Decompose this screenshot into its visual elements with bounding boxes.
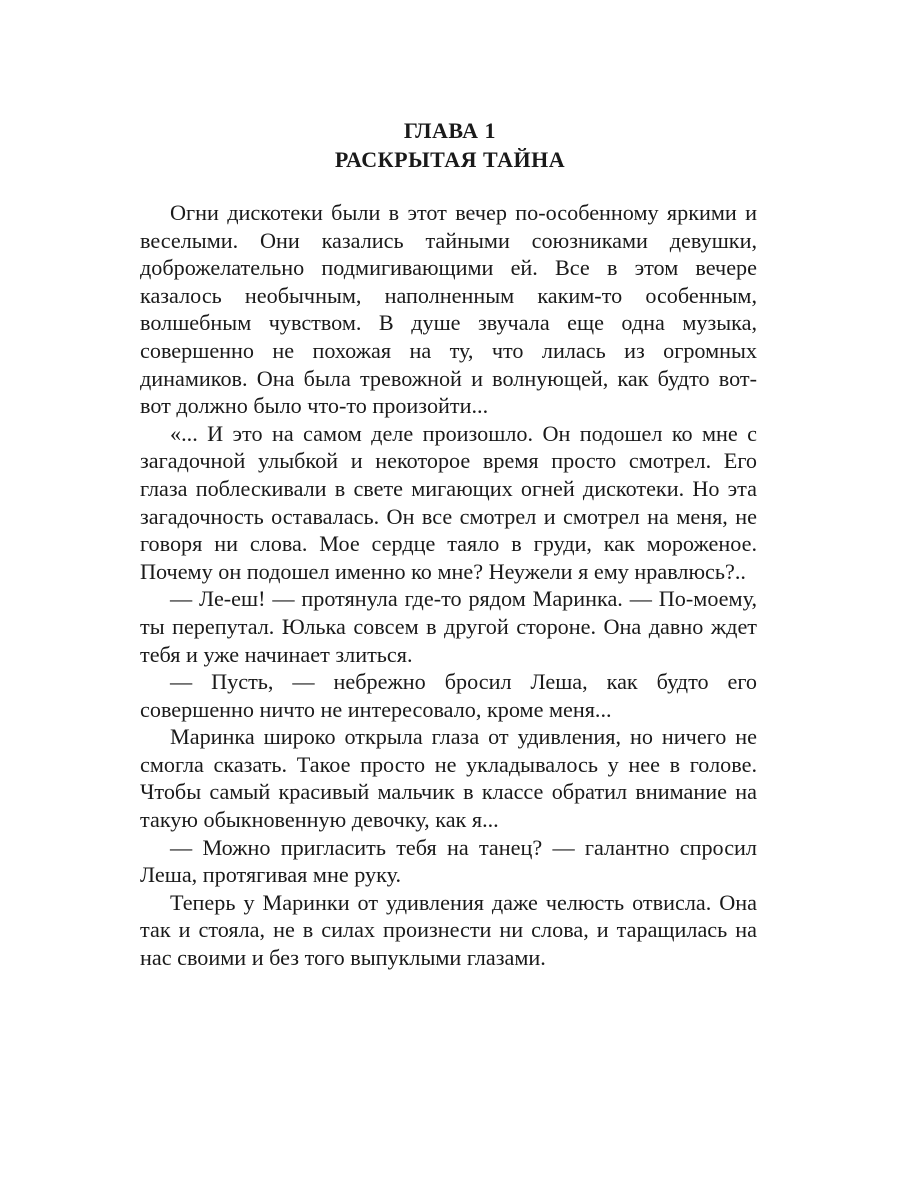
chapter-number: ГЛАВА 1 — [403, 118, 497, 143]
chapter-title: РАСКРЫТАЯ ТАЙНА — [334, 147, 566, 172]
chapter-text — [140, 199, 757, 972]
paragraph: Теперь у Маринки от удивления даже челюсть отвисла. Она так и стояла, не в силах произнести ни слова, и таращилась на нас своими и без того выпуклыми глазами. — [140, 889, 757, 971]
paragraph: — Ле-еш! — протянула где-то рядом Маринка. — По-моему, ты перепутал. Юлька совсем в другой стороне. Она давно ждет тебя и уже начинает злиться. — [140, 586, 757, 667]
paragraph: «... И это на самом деле произошло. Он подошел ко мне с загадочной улыбкой и некоторое время просто смотрел. Его глаза поблескивали в свете мигающих огней дискотеки. Но эта загадочность оставалась. Он все смотрел и смотрел на меня, не говоря ни слова. Мое сердце таяло в груди, как мороженое. Почему он подошел именно ко мне? Неужели я ему нравлюсь?.. — [140, 420, 757, 584]
paragraph: — Можно пригласить тебя на танец? — галантно спросил Леша, протягивая мне руку. — [140, 834, 757, 888]
paragraph: — Пусть, — небрежно бросил Леша, как будто его совершенно ничто не интересовало, кроме меня... — [140, 669, 757, 722]
paragraph: Огни дискотеки были в этот вечер по-особенному яркими и веселыми. Они казались тайными союзниками девушки, доброжелательно подмигивающими ей. Все в этом вечере казалось необычным, наполненным каким-то особенным, волшебным чувством. В душе звучала еще одна музыка, совершенно не похожая на ту, что лилась из огромных динамиков. Она была тревожной и волнующей, как будто вот-вот должно было что-то произойти... — [140, 200, 757, 419]
paragraph: Маринка широко открыла глаза от удивления, но ничего не смогла сказать. Такое просто не укладывалось у нее в голове. Чтобы самый красивый мальчик в классе обратил внимание на такую обыкновенную девочку, как я... — [140, 724, 757, 833]
chapter-heading — [140, 116, 760, 174]
